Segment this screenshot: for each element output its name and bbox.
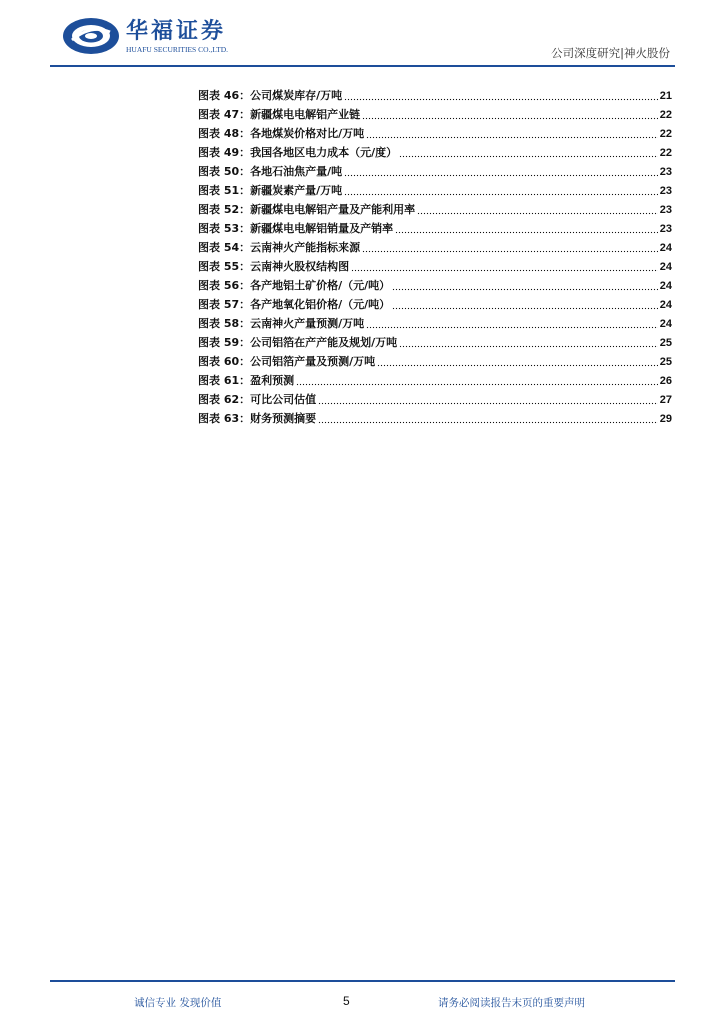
toc-dot-leader <box>392 288 658 291</box>
toc-dot-leader <box>399 345 658 348</box>
toc-entry[interactable] <box>198 258 672 277</box>
footer-divider <box>50 980 675 982</box>
toc-entry-page: 23 <box>659 185 672 197</box>
huafu-logo <box>62 14 262 58</box>
toc-entry[interactable] <box>198 239 672 258</box>
toc-dot-leader <box>377 364 658 367</box>
huafu-logo-icon <box>62 16 120 56</box>
toc-entry-title: 图表 61：盈利预测 <box>198 374 295 387</box>
toc-entry-title: 图表 54：云南神火产能指标来源 <box>198 241 361 254</box>
toc-entry-page: 25 <box>659 337 672 349</box>
logo-chinese-name: 华福证券 <box>126 18 227 44</box>
toc-dot-leader <box>366 136 658 139</box>
toc-entry-page: 24 <box>659 299 672 311</box>
toc-dot-leader <box>366 326 658 329</box>
toc-entry[interactable] <box>198 87 672 106</box>
toc-dot-leader <box>351 269 658 272</box>
toc-dot-leader <box>362 117 658 120</box>
toc-entry[interactable] <box>198 334 672 353</box>
toc-dot-leader <box>399 155 658 158</box>
toc-entry[interactable] <box>198 106 672 125</box>
toc-entry-title: 图表 62：可比公司估值 <box>198 393 317 406</box>
toc-dot-leader <box>392 307 658 310</box>
logo-english-name: HUAFU SECURITIES CO.,LTD. <box>126 45 229 54</box>
toc-entry-page: 23 <box>659 223 672 235</box>
footer-disclaimer: 请务必阅读报告末页的重要声明 <box>438 997 585 1009</box>
toc-dot-leader <box>395 231 658 234</box>
toc-entry-page: 22 <box>659 147 672 159</box>
toc-entry[interactable] <box>198 296 672 315</box>
toc-dot-leader <box>318 402 658 405</box>
toc-entry[interactable] <box>198 277 672 296</box>
toc-entry-title: 图表 52：新疆煤电电解铝产量及产能利用率 <box>198 203 416 216</box>
toc-entry[interactable] <box>198 372 672 391</box>
toc-entry-title: 图表 55：云南神火股权结构图 <box>198 260 350 273</box>
toc-entry-title: 图表 63：财务预测摘要 <box>198 412 317 425</box>
footer-slogan: 诚信专业 发现价值 <box>134 997 222 1009</box>
toc-entry-title: 图表 56：各产地铝土矿价格/（元/吨） <box>198 279 391 292</box>
toc-dot-leader <box>318 421 658 424</box>
toc-entry-title: 图表 48：各地煤炭价格对比/万吨 <box>198 127 365 140</box>
toc-entry-page: 27 <box>659 394 672 406</box>
toc-entry[interactable] <box>198 353 672 372</box>
toc-dot-leader <box>344 174 658 177</box>
toc-entry-title: 图表 50：各地石油焦产量/吨 <box>198 165 343 178</box>
toc-entry[interactable] <box>198 201 672 220</box>
toc-entry[interactable] <box>198 410 672 429</box>
table-of-figures <box>198 87 672 429</box>
toc-entry-page: 24 <box>659 280 672 292</box>
toc-entry[interactable] <box>198 125 672 144</box>
toc-dot-leader <box>344 193 658 196</box>
toc-entry-page: 24 <box>659 242 672 254</box>
toc-entry[interactable] <box>198 391 672 410</box>
toc-entry-title: 图表 60：公司铝箔产量及预测/万吨 <box>198 355 376 368</box>
toc-entry-page: 25 <box>659 356 672 368</box>
toc-dot-leader <box>344 98 658 101</box>
toc-entry-title: 图表 46：公司煤炭库存/万吨 <box>198 89 343 102</box>
toc-entry-page: 22 <box>659 128 672 140</box>
toc-entry-title: 图表 51：新疆炭素产量/万吨 <box>198 184 343 197</box>
toc-dot-leader <box>362 250 658 253</box>
toc-entry-title: 图表 53：新疆煤电电解铝销量及产销率 <box>198 222 394 235</box>
toc-entry[interactable] <box>198 163 672 182</box>
toc-entry-page: 24 <box>659 318 672 330</box>
toc-entry-title: 图表 59：公司铝箔在产产能及规划/万吨 <box>198 336 398 349</box>
toc-entry[interactable] <box>198 182 672 201</box>
toc-entry[interactable] <box>198 315 672 334</box>
toc-entry-page: 23 <box>659 166 672 178</box>
page-header <box>0 0 724 70</box>
report-type-label: 公司深度研究|神火股份 <box>551 46 670 60</box>
toc-entry[interactable] <box>198 220 672 239</box>
toc-dot-leader <box>417 212 658 215</box>
toc-entry-page: 29 <box>659 413 672 425</box>
toc-entry-title: 图表 58：云南神火产量预测/万吨 <box>198 317 365 330</box>
toc-entry-page: 26 <box>659 375 672 387</box>
toc-entry-title: 图表 49：我国各地区电力成本（元/度） <box>198 146 398 159</box>
toc-dot-leader <box>296 383 658 386</box>
toc-entry[interactable] <box>198 144 672 163</box>
header-divider <box>50 65 675 67</box>
toc-entry-title: 图表 47：新疆煤电电解铝产业链 <box>198 108 361 121</box>
toc-entry-page: 23 <box>659 204 672 216</box>
toc-entry-page: 21 <box>659 90 672 102</box>
toc-entry-page: 22 <box>659 109 672 121</box>
toc-entry-page: 24 <box>659 261 672 273</box>
toc-entry-title: 图表 57：各产地氧化铝价格/（元/吨） <box>198 298 391 311</box>
page-number: 5 <box>343 994 350 1008</box>
